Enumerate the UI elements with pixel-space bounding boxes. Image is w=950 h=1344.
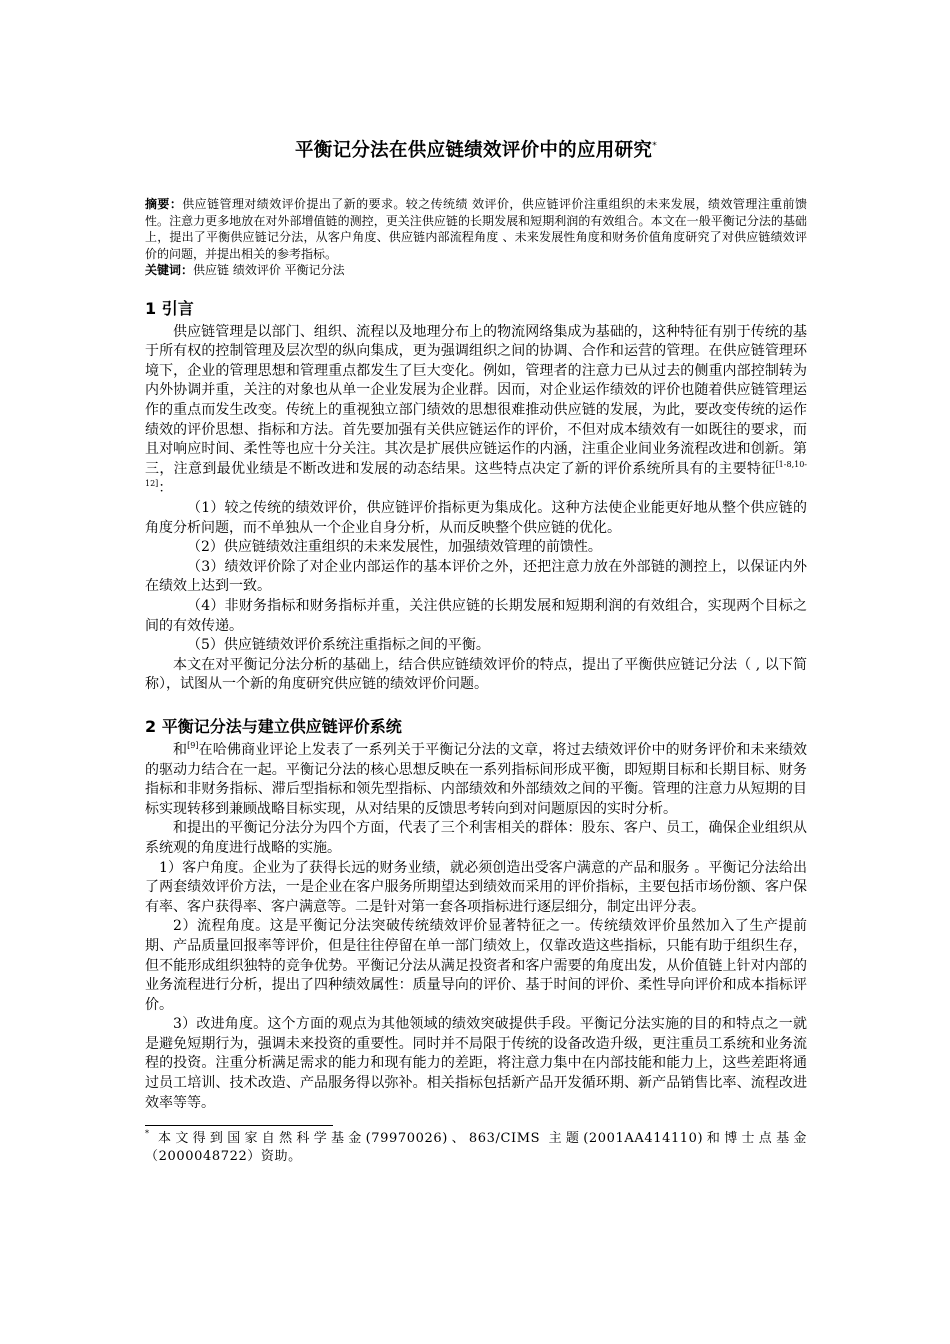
section-2-paragraph-1-text: 在哈佛商业评论上发表了一系列关于平衡记分法的文章，将过去绩效评价中的财务评价和未来绩效的驱动力结合在一起。平衡记分法的核心思想反映在一系列指标间形成平衡，即短期目标和长期目标、财务指标和非财务指标、滞后型指标和领先型指标、内部绩效和外部绩效之间的平衡。管理的注意力从短期的目标实现转移到兼顾战略目标实现，从对结果的反馈思考转向到对问题原因的实时分析。 xyxy=(145,741,808,817)
section-1-heading: 1 引言 xyxy=(145,298,194,318)
paper-page xyxy=(145,140,807,1166)
list-item-3: （3）绩效评价除了对企业内部运作的基本评价之外，还把注意力放在外部链的测控上，以保证内外在绩效上达到一致。 xyxy=(145,558,807,595)
footnote xyxy=(145,1130,807,1166)
section-2-paragraph-process: 2）流程角度。这是平衡记分法突破传统绩效评价显著特征之一。传统绩效评价虽然加入了生产提前期、产品质量回报率等评价，但是往往停留在单一部门绩效上，仅靠改造这些指标，只能有助于组织生存，但不能形成组织独特的竞争优势。平衡记分法从满足投资者和客户需要的角度出发，从价值链上针对内部的业务流程进行分析，提出了四种绩效属性：质量导向的评价、基于时间的评价、柔性导向评价和成本指标评价。 xyxy=(145,918,807,1013)
section-1-paragraph-text: 供应链管理是以部门、组织、流程以及地理分布上的物流网络集成为基础的，这种特征有别于传统的基于所有权的控制管理及层次型的纵向集成，更为强调组织之间的协调、合作和运营的管理。在供应链管理环境下，企业的管理思想和管理重点都发生了巨大变化。例如，管理者的注意力已从过去的侧重内部控制转为内外协调并重，关注的对象也从单一企业发展为企业群。因而，对企业运作绩效的评价也随着供应链管理运作的重点而发生改变。传统上的重视独立部门绩效的思想很难推动供应链的发展，为此，要改变传统的运作绩效的评价思想、指标和方法。首先要加强有关供应链运作的评价，不但对成本绩效有一如既往的要求，而且对响应时间、柔性等也应十分关注。其次是扩展供应链运作的内涵，注重企业间业务流程改进和创新。第三，注意到最优业绩是不断改进和发展的动态结果。这些特点决定了新的评价系统所具有的主要特征 xyxy=(145,323,807,477)
section-2-paragraph-1-start: 和 xyxy=(173,741,188,758)
section-2-heading: 2 平衡记分法与建立供应链评价系统 xyxy=(145,716,402,736)
title-footnote-mark: * xyxy=(652,141,657,151)
section-2-paragraph-customer: 1）客户角度。企业为了获得长远的财务业绩，就必须创造出受客户满意的产品和服务 。平衡记分法给出了两套绩效评价方法，一是企业在客户服务所期望达到绩效而采用的评价指标，主要包括市场份额、客户保有率、客户获得率、客户满意等。二是针对第一套各项指标进行逐层细分，制定出评分表。 xyxy=(145,859,807,915)
abstract-label: 摘要： xyxy=(145,197,183,212)
list-item-5: （5）供应链绩效评价系统注重指标之间的平衡。 xyxy=(187,637,490,654)
abstract-text: 供应链管理对绩效评价提出了新的要求。较之传统绩 效评价，供应链评价注重组织的未来发展，绩效管理注重前馈性。注意力更多地放在对外部增值链的测控，更关注供应链的长期发展和短期利润的有效组合。本文在一般平衡记分法的基础上，提出了平衡供应链记分法，从客户角度、供应链内部流程角度 、未来发展性角度和财务价值角度研究了对供应链绩效评价的问题，并提出相关的参考指标。 xyxy=(145,197,807,261)
abstract xyxy=(145,196,807,262)
section-2-paragraph-1 xyxy=(145,741,807,819)
footnote-text: 本文得到国家自然科学基金(79970026)、863/CIMS 主题(2001AA414110)和博士点基金（2000048722）资助。 xyxy=(145,1131,807,1165)
keywords xyxy=(145,262,807,279)
section-1-paragraph xyxy=(145,323,807,499)
section-2-paragraph-2: 和提出的平衡记分法分为四个方面，代表了三个利害相关的群体：股东、客户、员工，确保企业组织从系统观的角度进行战略的实施。 xyxy=(145,820,807,856)
section-1-closing-paragraph: 本文在对平衡记分法分析的基础上，结合供应链绩效评价的特点，提出了平衡供应链记分法（ , 以下简称），试图从一个新的角度研究供应链的绩效评价问题。 xyxy=(145,656,807,693)
keywords-label: 关键词： xyxy=(145,263,194,278)
keywords-text: 供应链 绩效评价 平衡记分法 xyxy=(193,263,345,278)
citation-ref: [9] xyxy=(187,740,199,750)
footnote-divider xyxy=(145,1125,333,1126)
section-1-paragraph-end: ： xyxy=(158,480,173,497)
list-item-4: （4）非财务指标和财务指标并重，关注供应链的长期发展和短期利润的有效组合，实现两个目标之间的有效传递。 xyxy=(145,598,807,634)
list-item-2: （2）供应链绩效注重组织的未来发展性，加强绩效管理的前馈性。 xyxy=(187,539,602,556)
title-text: 平衡记分法在供应链绩效评价中的应用研究 xyxy=(294,140,653,161)
section-2-paragraph-improvement: 3）改进角度。这个方面的观点为其他领域的绩效突破提供手段。平衡记分法实施的目的和特点之一就是避免短期行为，强调未来投资的重要性。同时并不局限于传统的设备改造升级，更注重员工系统和业务流程的投资。注重分析满足需求的能力和现有能力的差距，将注意力集中在内部技能和能力上，这些差距将通过员工培训、技术改造、产品服务得以弥补。相关指标包括新产品开发循环期、新产品销售比率、流程改进效率等等。 xyxy=(145,1016,807,1111)
paper-title xyxy=(145,140,807,162)
list-item-1: （1）较之传统的绩效评价，供应链评价指标更为集成化。这种方法使企业能更好地从整个供应链的角度分析问题，而不单独从一个企业自身分析，从而反映整个供应链的优化。 xyxy=(145,500,807,536)
footnote-mark: * xyxy=(145,1129,150,1139)
citation-ref: [1-8,10-12] xyxy=(145,459,807,489)
